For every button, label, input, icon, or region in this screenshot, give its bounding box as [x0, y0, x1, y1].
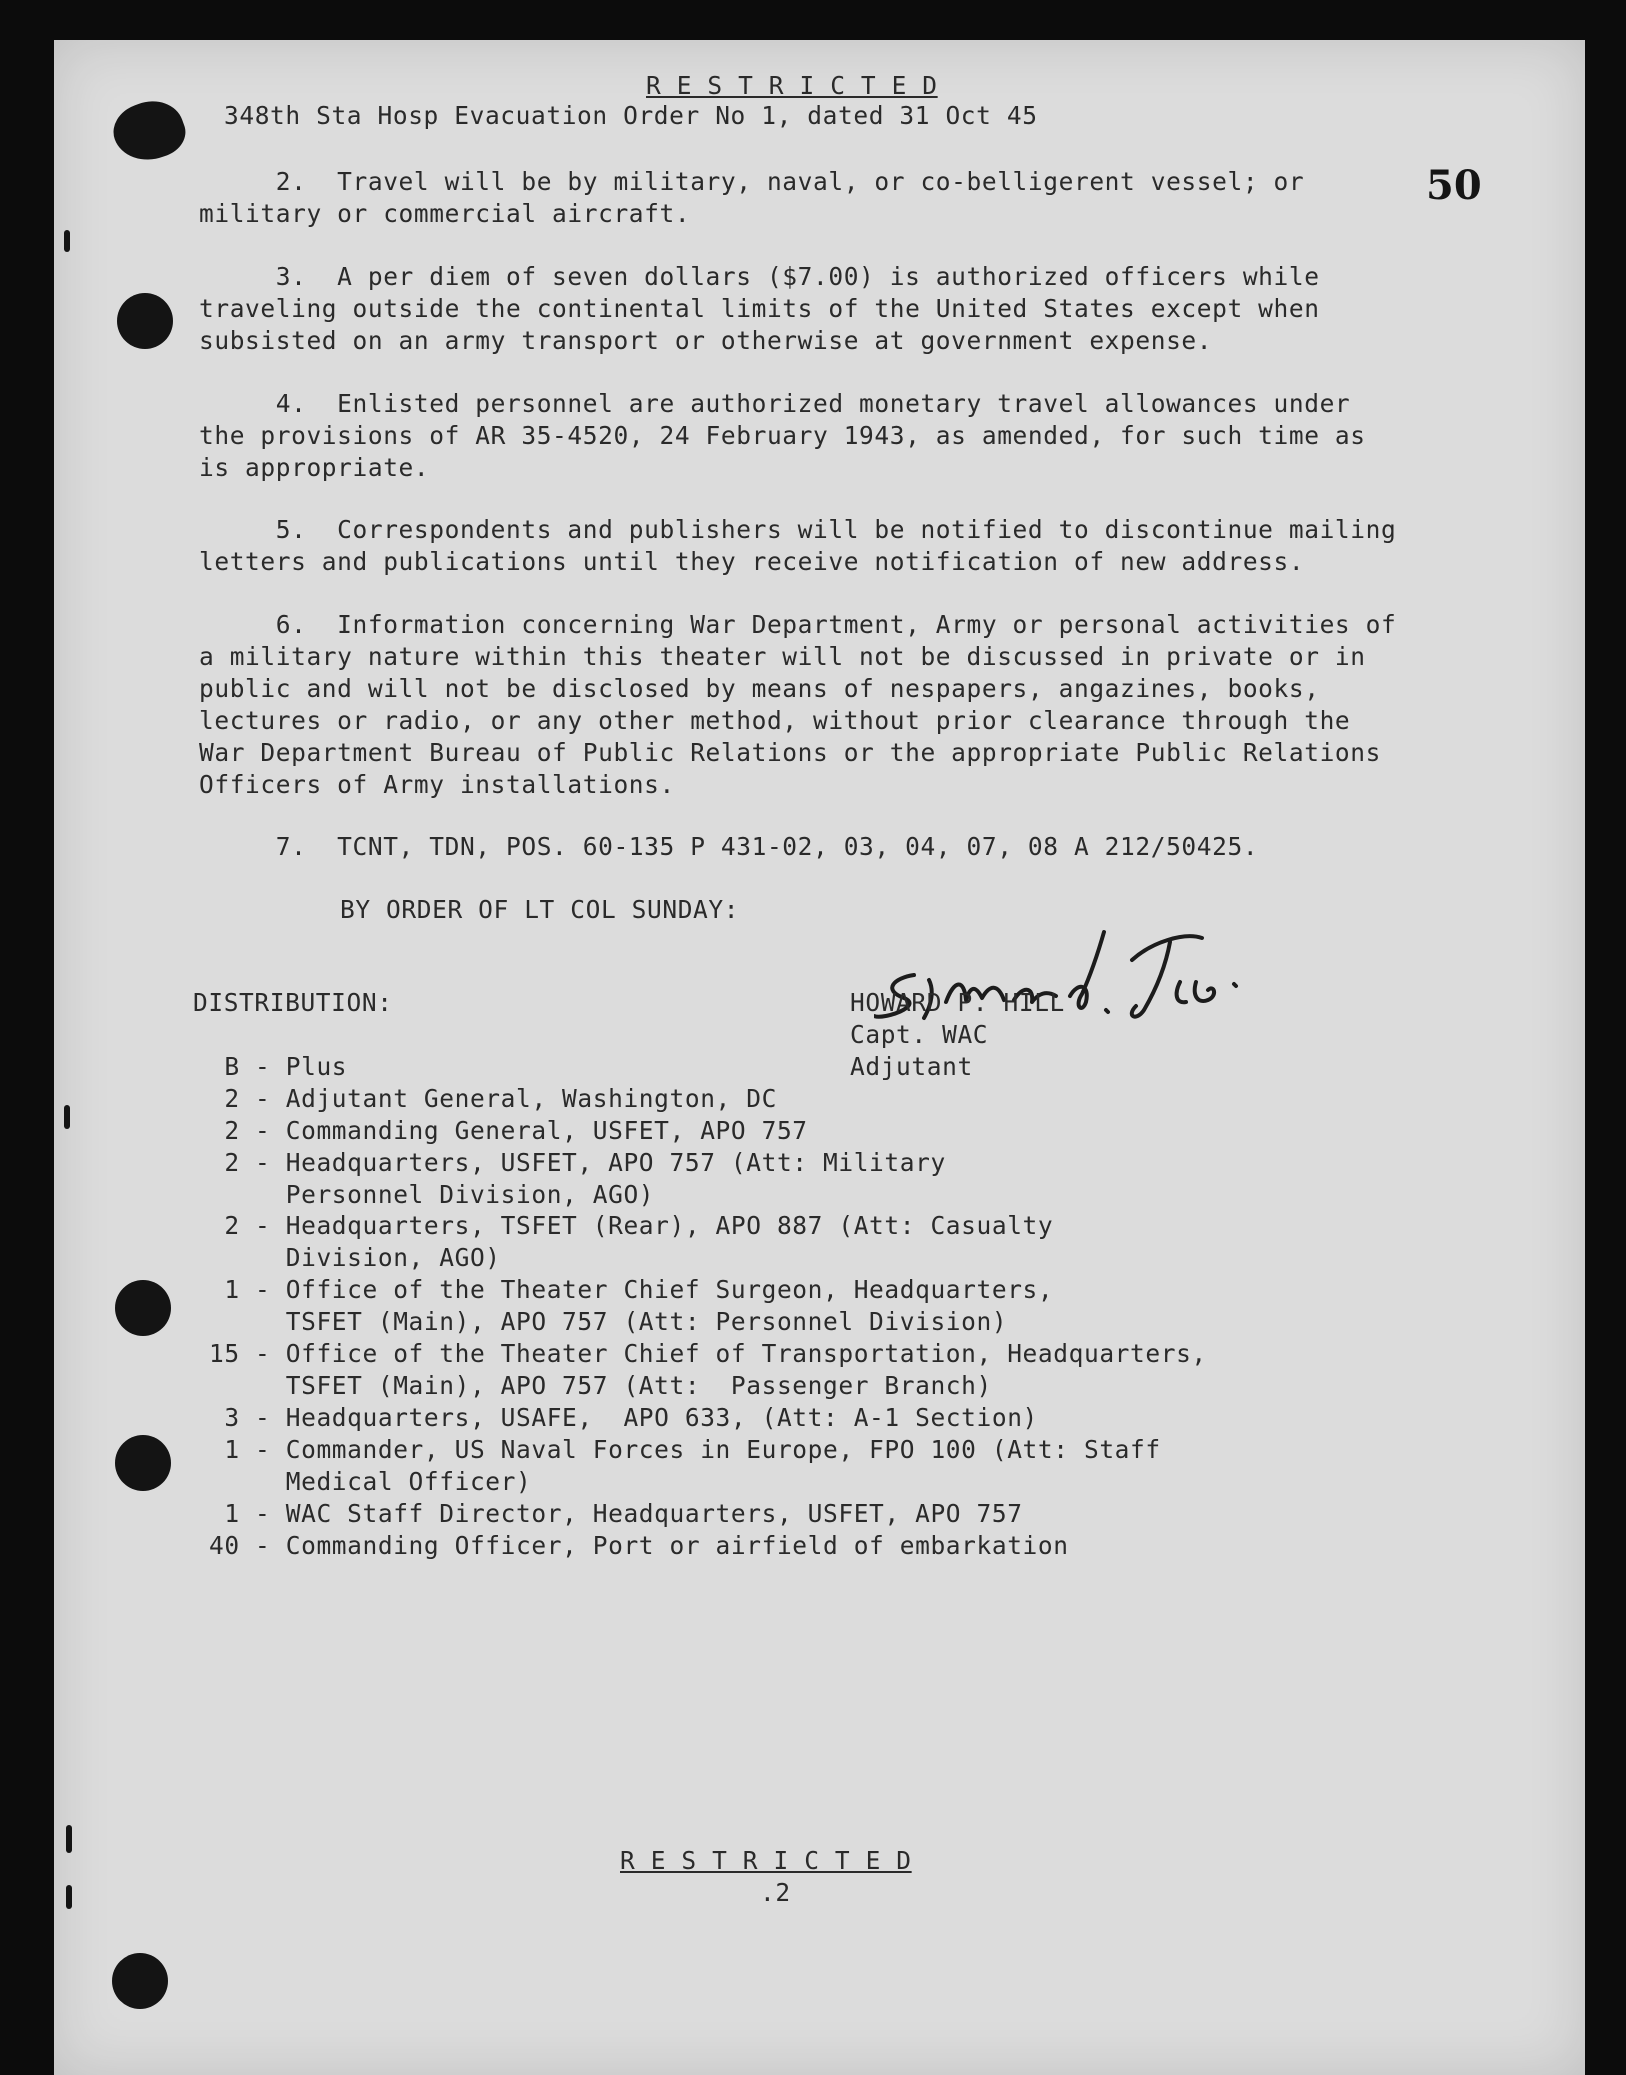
- footer-page-number: .2: [760, 1878, 791, 1907]
- distribution-item: 2 - Headquarters, USFET, APO 757 (Att: Military: [209, 1148, 946, 1177]
- paragraph-line: traveling outside the continental limits of the United States except when: [199, 294, 1320, 323]
- edge-mark: [66, 1825, 72, 1853]
- distribution-item: 2 - Headquarters, TSFET (Rear), APO 887 (Att: Casualty: [209, 1211, 1054, 1240]
- distribution-item: TSFET (Main), APO 757 (Att: Passenger Branch): [209, 1371, 992, 1400]
- distribution-heading: DISTRIBUTION:: [193, 988, 393, 1017]
- edge-mark: [64, 230, 70, 252]
- paragraph-line: is appropriate.: [199, 453, 430, 482]
- paragraph-line: letters and publications until they receive notification of new address.: [199, 547, 1305, 576]
- signatory-rank: Capt. WAC: [850, 1020, 989, 1049]
- page-number: 50: [1426, 162, 1482, 209]
- distribution-item: 2 - Commanding General, USFET, APO 757: [209, 1116, 808, 1145]
- punch-hole: [117, 293, 173, 349]
- paragraph-line: 7. TCNT, TDN, POS. 60-135 P 431-02, 03, 04, 07, 08 A 212/50425.: [199, 832, 1259, 861]
- paragraph-line: subsisted on an army transport or otherwise at government expense.: [199, 326, 1213, 355]
- distribution-item: 2 - Adjutant General, Washington, DC: [209, 1084, 777, 1113]
- distribution-item: 1 - Commander, US Naval Forces in Europe, FPO 100 (Att: Staff: [209, 1435, 1161, 1464]
- paragraph-line: 6. Information concerning War Department, Army or personal activities of: [199, 610, 1397, 639]
- paragraph-line: military or commercial aircraft.: [199, 199, 691, 228]
- paragraph-line: 3. A per diem of seven dollars ($7.00) is authorized officers while: [199, 262, 1320, 291]
- header-classification: R E S T R I C T E D: [646, 71, 938, 100]
- punch-hole: [115, 1280, 171, 1336]
- punch-hole: [115, 1435, 171, 1491]
- paragraph-line: 5. Correspondents and publishers will be notified to discontinue mailing: [199, 515, 1397, 544]
- document-page: [54, 40, 1585, 2075]
- paragraph-line: lectures or radio, or any other method, without prior clearance through the: [199, 706, 1351, 735]
- paragraph-line: War Department Bureau of Public Relations or the appropriate Public Relations: [199, 738, 1381, 767]
- paragraph-line: Officers of Army installations.: [199, 770, 675, 799]
- ink-blot: [106, 92, 192, 170]
- distribution-item: 40 - Commanding Officer, Port or airfield of embarkation: [209, 1531, 1069, 1560]
- punch-hole: [112, 1953, 168, 2009]
- distribution-item: Medical Officer): [209, 1467, 532, 1496]
- distribution-item: 1 - Office of the Theater Chief Surgeon, Headquarters,: [209, 1275, 1054, 1304]
- edge-mark: [64, 1105, 70, 1129]
- order-reference: 348th Sta Hosp Evacuation Order No 1, dated 31 Oct 45: [224, 101, 1038, 130]
- paragraph-line: the provisions of AR 35-4520, 24 February 1943, as amended, for such time as: [199, 421, 1366, 450]
- distribution-item: 15 - Office of the Theater Chief of Transportation, Headquarters,: [209, 1339, 1207, 1368]
- order-line: BY ORDER OF LT COL SUNDAY:: [340, 895, 740, 924]
- signatory-title: Adjutant: [850, 1052, 973, 1081]
- distribution-item: 1 - WAC Staff Director, Headquarters, USFET, APO 757: [209, 1499, 1023, 1528]
- signatory-name: HOWARD P. HILL: [850, 988, 1065, 1017]
- paragraph-line: a military nature within this theater will not be discussed in private or in: [199, 642, 1366, 671]
- paragraph-line: 2. Travel will be by military, naval, or co-belligerent vessel; or: [199, 167, 1305, 196]
- distribution-item: B - Plus: [209, 1052, 348, 1081]
- footer-classification: R E S T R I C T E D: [620, 1846, 912, 1875]
- distribution-item: 3 - Headquarters, USAFE, APO 633, (Att: A-1 Section): [209, 1403, 1038, 1432]
- distribution-item: TSFET (Main), APO 757 (Att: Personnel Division): [209, 1307, 1008, 1336]
- distribution-item: Personnel Division, AGO): [209, 1180, 655, 1209]
- paragraph-line: public and will not be disclosed by means of nespapers, angazines, books,: [199, 674, 1320, 703]
- distribution-item: Division, AGO): [209, 1243, 501, 1272]
- paragraph-line: 4. Enlisted personnel are authorized monetary travel allowances under: [199, 389, 1351, 418]
- edge-mark: [66, 1885, 72, 1909]
